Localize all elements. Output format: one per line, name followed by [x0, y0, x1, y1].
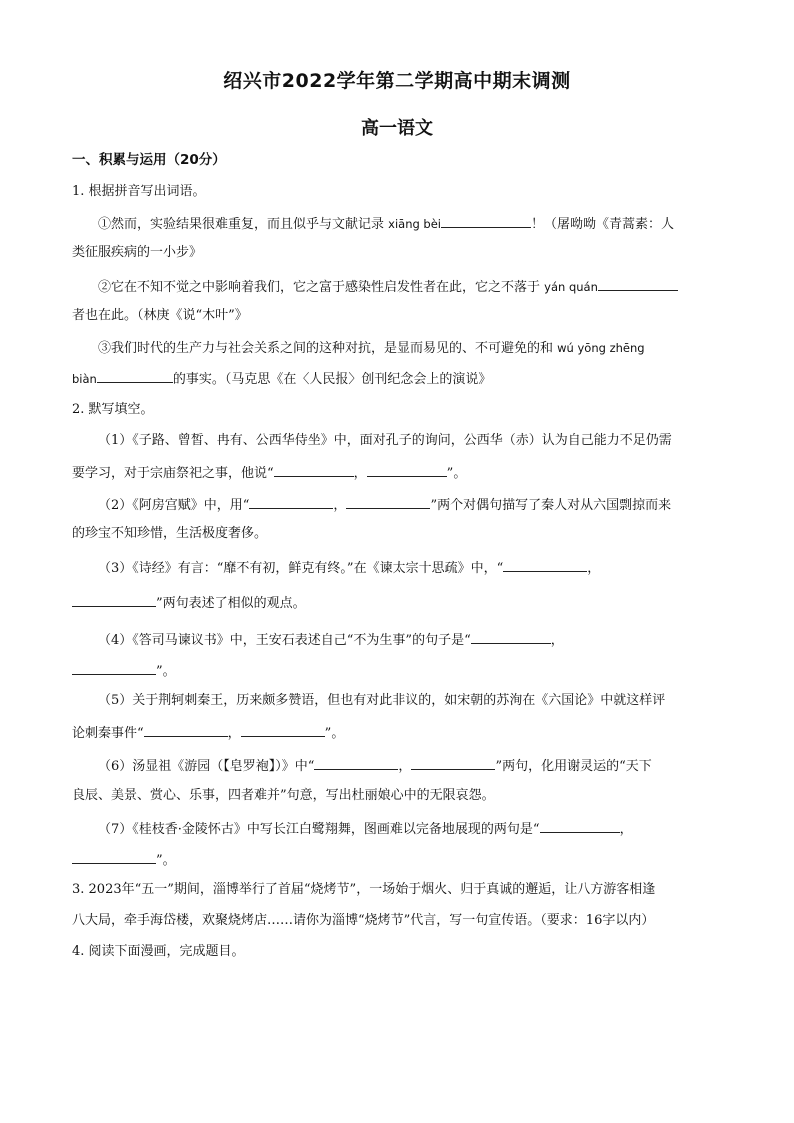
- question-1-stem: 1. 根据拼音写出词语。: [72, 184, 206, 199]
- q1-item-2-pinyin: yán quán: [544, 280, 598, 294]
- q2-part-3-line-2: [72, 592, 724, 614]
- q2-part-4-line-2: [72, 660, 724, 682]
- q1-item-1-pinyin: xiāng bèi: [388, 217, 442, 231]
- q1-item-1-text: ①然而，实验结果很难重复，而且似乎与文献记录: [98, 217, 389, 232]
- q2-part-4-end: ”。: [156, 664, 176, 679]
- q2-part-4-comma: ，: [550, 633, 564, 648]
- q2-part-1-end: ”。: [446, 466, 467, 481]
- answer-blank[interactable]: [598, 276, 678, 291]
- answer-blank[interactable]: [144, 722, 228, 737]
- answer-blank[interactable]: [72, 592, 156, 607]
- q2-part-1-comma: ，: [353, 466, 367, 481]
- q1-item-3-text-end: 的事实。（马克思《在〈人民报〉创刊纪念会上的演说》: [172, 372, 492, 387]
- answer-blank[interactable]: [367, 462, 447, 477]
- answer-blank[interactable]: [249, 494, 333, 509]
- q2-part-1-line-1: （1）《子路、曾皙、冉有、公西华侍坐》中，面对孔子的询问，公西华（赤）认为自己能力不足仍需: [98, 433, 672, 448]
- question-3-line-1: 3. 2023年“五一”期间，淄博举行了首届“烧烤节”，一场始于烟火、归于真诚的邂逅，让八方游客相逢: [72, 882, 656, 897]
- q2-part-3-text: （3）《诗经》有言：“靡不有初，鲜克有终。”在《谏太宗十思疏》中，“: [98, 561, 504, 576]
- answer-blank[interactable]: [72, 849, 156, 864]
- q2-part-2-text: （2）《阿房宫赋》中，用“: [98, 498, 250, 513]
- q1-item-3-cont: [72, 368, 724, 390]
- q2-part-1-text: 要学习，对于宗庙祭祀之事，他说“: [72, 466, 274, 481]
- answer-blank[interactable]: [97, 368, 173, 383]
- q2-part-7-line-2: [72, 849, 724, 871]
- answer-blank[interactable]: [411, 755, 495, 770]
- answer-blank[interactable]: [241, 722, 325, 737]
- answer-blank[interactable]: [346, 494, 430, 509]
- answer-blank[interactable]: [503, 557, 587, 572]
- q2-part-7-text: （7）《桂枝香·金陵怀古》中写长江白鹭翔舞，图画难以完备地展现的两句是“: [98, 822, 540, 837]
- q1-item-2-text: ②它在不知不觉之中影响着我们，它之富于感染性启发性者在此，它之不落于: [98, 280, 545, 295]
- q2-part-3-line-1: [98, 557, 724, 579]
- q2-part-6-line-2: 良辰、美景、赏心、乐事，四者难并”句意，写出杜丽娘心中的无限哀怨。: [72, 788, 495, 803]
- q2-part-6-comma: ，: [398, 759, 412, 774]
- q2-part-2-line-1: [98, 494, 724, 516]
- q2-part-2-line-2: 的珍宝不知珍惜，生活极度奢侈。: [72, 526, 268, 541]
- q1-item-3-pinyin-2: biàn: [72, 372, 97, 386]
- answer-blank[interactable]: [441, 213, 531, 228]
- answer-blank[interactable]: [471, 629, 551, 644]
- q2-part-5-text: 论刺秦事件“: [72, 726, 144, 741]
- question-4-stem: 4. 阅读下面漫画，完成题目。: [72, 944, 245, 959]
- q1-item-1-text-end: ！（屠呦呦《青蒿素：人: [531, 217, 675, 232]
- q1-item-3: [98, 338, 724, 359]
- question-3-line-2: 八大局，牵手海岱楼，欢聚烧烤店……请你为淄博“烧烤节”代言，写一句宣传语。（要求：16字以内）: [72, 913, 655, 928]
- q2-part-2-text-end: ”两个对偶句描写了秦人对从六国剽掠而来: [430, 498, 672, 513]
- q2-part-6-text-end: ”两句，化用谢灵运的“天下: [495, 759, 652, 774]
- q2-part-7-comma: ，: [619, 822, 633, 837]
- q2-part-2-comma: ，: [333, 498, 347, 513]
- page-title: 绍兴市2022学年第二学期高中期末调测: [223, 70, 571, 92]
- q2-part-4-line-1: [98, 629, 724, 651]
- q1-item-3-text: ③我们时代的生产力与社会关系之间的这种对抗，是显而易见的、不可避免的和: [98, 341, 558, 356]
- answer-blank[interactable]: [314, 755, 398, 770]
- section-heading: 一、积累与运用（20分）: [72, 152, 226, 168]
- question-2-stem: 2. 默写填空。: [72, 402, 154, 417]
- answer-blank[interactable]: [274, 462, 354, 477]
- q2-part-5-line-2: [72, 722, 724, 744]
- q1-item-3-pinyin: wú yōng zhēng: [557, 341, 645, 355]
- q2-part-6-text: （6）汤显祖《游园（【皂罗袍】）》中“: [98, 759, 315, 774]
- q1-item-2-cont: 者也在此。（林庚《说“木叶”》: [72, 308, 248, 323]
- q2-part-7-line-1: [98, 818, 724, 840]
- q2-part-1-line-2: [72, 462, 724, 484]
- q2-part-7-end: ”。: [156, 853, 176, 868]
- q1-item-1-cont: 类征服疾病的一小步》: [72, 245, 203, 260]
- q1-item-1: [98, 213, 724, 235]
- q2-part-6-line-1: [98, 755, 724, 777]
- q2-part-5-comma: ，: [227, 726, 241, 741]
- q1-item-2: [98, 276, 724, 298]
- q2-part-5-line-1: （5）关于荆轲刺秦王，历来颇多赞语，但也有对此非议的，如宋朝的苏洵在《六国论》中就这样评: [98, 693, 666, 708]
- q2-part-3-comma: ，: [587, 561, 601, 576]
- answer-blank[interactable]: [540, 818, 620, 833]
- q2-part-5-end: ”。: [324, 726, 345, 741]
- q2-part-3-text-end: ”两句表述了相似的观点。: [156, 596, 306, 611]
- q2-part-4-text: （4）《答司马谏议书》中，王安石表述自己“不为生事”的句子是“: [98, 633, 471, 648]
- answer-blank[interactable]: [72, 660, 156, 675]
- page-subtitle: 高一语文: [361, 118, 433, 139]
